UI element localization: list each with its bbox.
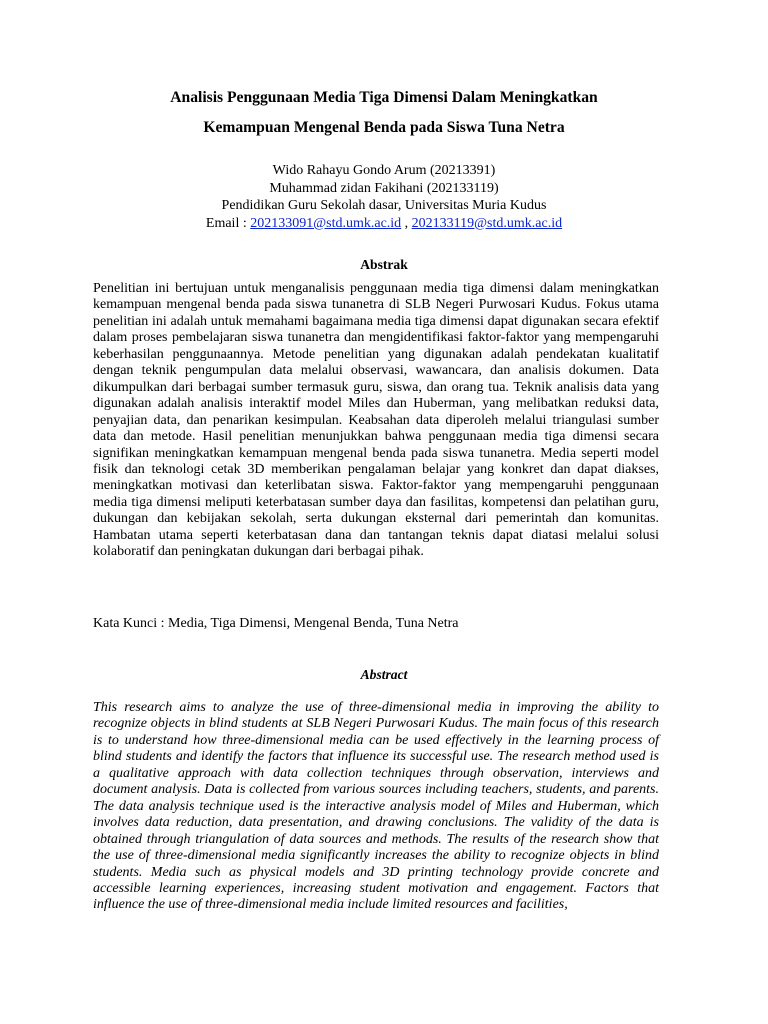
- email-label: Email :: [205, 215, 251, 231]
- author-block: [60, 162, 708, 232]
- abstract-body: This research aims to analyze the use of three-dimensional media in improving the ability to recognize objects in blind students at SLB Negeri Purwosari Kudus. The main focus of this research is to understand how three-dimensional media can be used effectively in the learning process of blind students and identify the factors that influence its successful use. The research method used is a qualitative approach with data collection techniques through observation, interviews and document analysis. Data is collected from various sources including teachers, students, and parents. The data analysis technique used is the interactive analysis model of Miles and Huberman, which involves data reduction, data presentation, and drawing conclusions. The validity of the data is obtained through triangulation of data sources and methods. The results of the research show that the use of three-dimensional media significantly increases the ability to recognize objects in blind students. Media such as physical models and 3D printing technology provide concrete and accessible learning experiences, increasing student motivation and engagement. Factors that influence the use of three-dimensional media include limited resources and facilities,: [93, 700, 659, 913]
- email-line: [60, 215, 708, 233]
- paper-title-line-2: Kemampuan Mengenal Benda pada Siswa Tuna Netra: [203, 119, 565, 136]
- email-separator: ,: [401, 215, 412, 231]
- keywords: Kata Kunci : Media, Tiga Dimensi, Mengenal Benda, Tuna Netra: [93, 616, 459, 631]
- abstrak-heading: Abstrak: [360, 257, 408, 272]
- author-2: Muhammad zidan Fakihani (202133119): [269, 180, 499, 196]
- email-link-2[interactable]: 202133119@std.umk.ac.id: [411, 215, 563, 231]
- email-link-1[interactable]: 202133091@std.umk.ac.id: [250, 215, 402, 231]
- paper-title-line-1: Analisis Penggunaan Media Tiga Dimensi Dalam Meningkatkan: [170, 89, 598, 106]
- author-1: Wido Rahayu Gondo Arum (20213391): [272, 163, 496, 178]
- abstract-heading: Abstract: [360, 667, 408, 682]
- affiliation: Pendidikan Guru Sekolah dasar, Universitas Muria Kudus: [221, 198, 547, 213]
- abstrak-body: Penelitian ini bertujuan untuk menganalisis penggunaan media tiga dimensi dalam meningkatkan kemampuan mengenal benda pada siswa tunanetra di SLB Negeri Purwosari Kudus. Fokus utama penelitian ini adalah untuk memahami bagaimana media tiga dimensi dapat digunakan secara efektif dalam proses pembelajaran siswa tunanetra dan mengidentifikasi faktor-faktor yang mempengaruhi keberhasilan penggunaannya. Metode penelitian yang digunakan adalah pendekatan kualitatif dengan teknik pengumpulan data melalui observasi, wawancara, dan analisis dokumen. Data dikumpulkan dari berbagai sumber termasuk guru, siswa, dan orang tua. Teknik analisis data yang digunakan adalah analisis interaktif model Miles dan Huberman, yang melibatkan reduksi data, penyajian data, dan penarikan kesimpulan. Keabsahan data diperoleh melalui triangulasi sumber data dan metode. Hasil penelitian menunjukkan bahwa penggunaan media tiga dimensi secara signifikan meningkatkan kemampuan mengenal benda pada siswa tunanetra. Media seperti model fisik dan teknologi cetak 3D memberikan pengalaman belajar yang konkret dan dapat diakses, meningkatkan motivasi dan keterlibatan siswa. Faktor-faktor yang mempengaruhi penggunaan media tiga dimensi meliputi keterbatasan sumber daya dan fasilitas, kompetensi dan pelatihan guru, dukungan dan kebijakan sekolah, serta dukungan eksternal dari pemerintah dan komunitas. Hambatan utama seperti keterbatasan dana dan tantangan teknis dapat diatasi melalui solusi kolaboratif dan peningkatan dukungan dari berbagai pihak.: [93, 281, 659, 560]
